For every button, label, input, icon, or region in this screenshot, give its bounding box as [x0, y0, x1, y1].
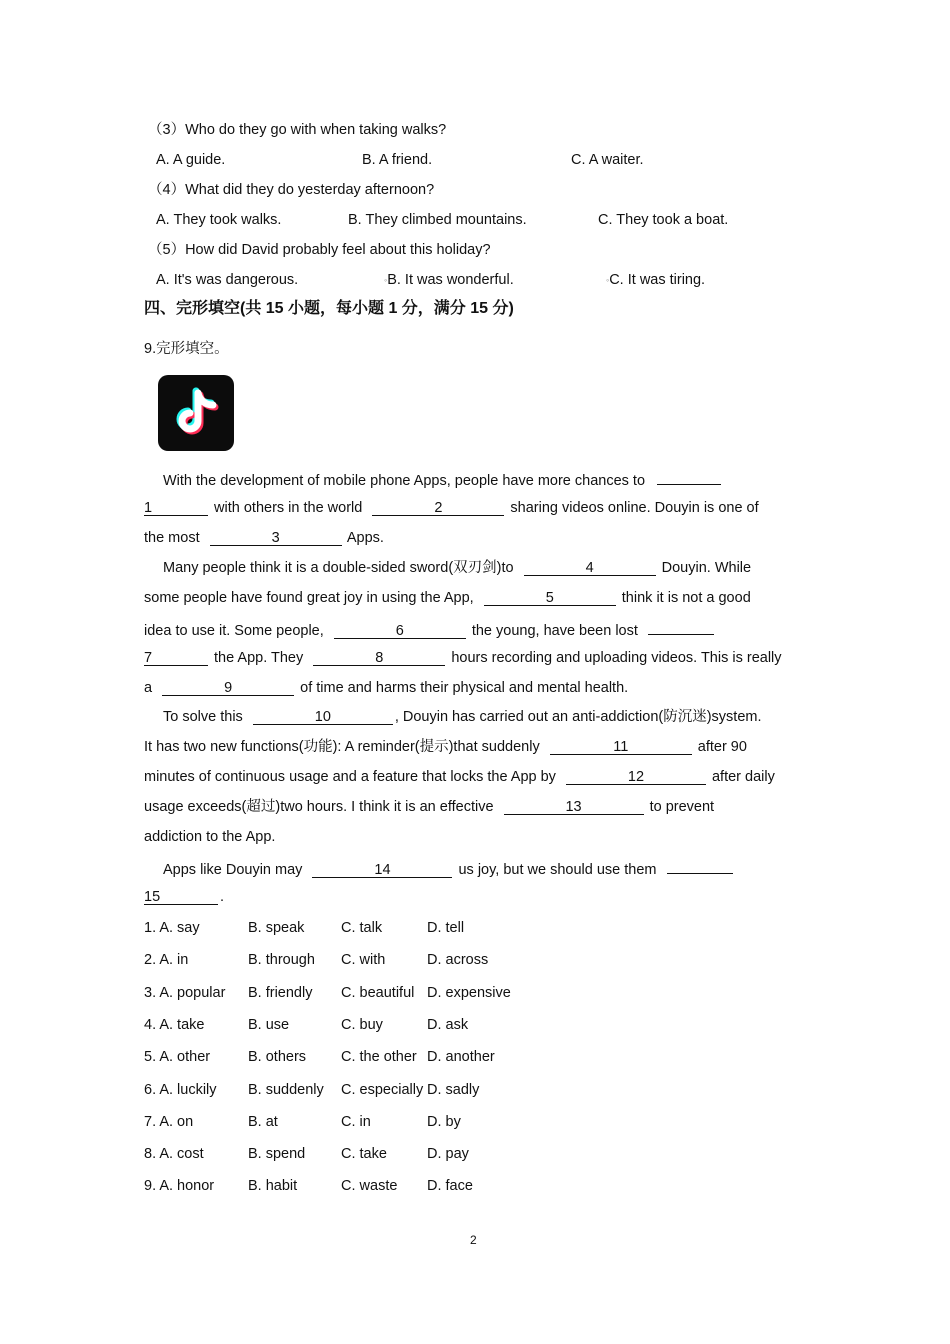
- passage-line-12: [144, 797, 714, 817]
- passage-text: usage exceeds(超过)two hours. I think it is an effective: [144, 799, 494, 815]
- passage-line-15: [144, 887, 224, 907]
- blank-14[interactable]: 14: [312, 861, 452, 878]
- passage-text: Apps.: [346, 530, 384, 546]
- item-title: 9.完形填空。: [144, 341, 229, 357]
- q5-option-b-text: B. It was wonderful.: [387, 272, 514, 288]
- blank-10[interactable]: 10: [253, 708, 393, 725]
- option-4-c[interactable]: C. buy: [341, 1016, 383, 1033]
- passage-line-8: [144, 678, 628, 698]
- passage-text: Douyin. While: [661, 560, 752, 576]
- question-3: （3）Who do they go with when taking walks?: [148, 122, 447, 138]
- passage-text: sharing videos online. Douyin is one of: [510, 500, 759, 516]
- option-1-d[interactable]: D. tell: [427, 920, 465, 936]
- option-7-d[interactable]: D. by: [427, 1113, 461, 1130]
- option-7-c[interactable]: C. in: [341, 1113, 371, 1130]
- passage-text: after daily: [711, 769, 775, 785]
- page-number: 2: [470, 1233, 477, 1247]
- option-8-d[interactable]: D. pay: [427, 1146, 469, 1163]
- blank-2[interactable]: 2: [372, 499, 504, 516]
- option-8-b[interactable]: B. spend: [248, 1146, 306, 1163]
- passage-line-4: [163, 558, 751, 578]
- option-3-d[interactable]: D. expensive: [427, 984, 511, 1001]
- blank-5[interactable]: 5: [484, 589, 616, 606]
- passage-line-10: [144, 737, 747, 757]
- option-8-c[interactable]: C. take: [341, 1146, 387, 1163]
- blank-3[interactable]: 3: [210, 529, 342, 546]
- passage-text: the young, have been lost: [471, 623, 638, 639]
- passage-text: minutes of continuous usage and a feature that locks the App by: [144, 769, 556, 785]
- blank-7[interactable]: 7: [144, 649, 208, 666]
- passage-text: the App. They: [214, 650, 304, 666]
- q4-option-b: B. They climbed mountains.: [348, 212, 527, 228]
- option-3-a[interactable]: 3. A. popular: [144, 984, 226, 1001]
- option-2-c[interactable]: C. with: [341, 952, 386, 969]
- q3-option-a: A. A guide.: [156, 152, 226, 168]
- passage-line-3: [144, 528, 384, 548]
- q5-option-c-text: C. It was tiring.: [609, 272, 706, 288]
- passage-text: Apps like Douyin may: [163, 862, 303, 878]
- passage-text: idea to use it. Some people,: [144, 623, 324, 639]
- option-8-a[interactable]: 8. A. cost: [144, 1146, 204, 1163]
- q3-option-b: B. A friend.: [362, 152, 433, 168]
- passage-line-2: [144, 498, 759, 518]
- blank-8[interactable]: 8: [313, 649, 445, 666]
- passage-text: With the development of mobile phone Apps, people have more chances to: [163, 473, 646, 489]
- passage-text: some people have found great joy in using the App,: [144, 590, 474, 606]
- option-6-c[interactable]: C. especially: [341, 1081, 424, 1098]
- passage-line-1: [163, 468, 723, 491]
- option-3-c[interactable]: C. beautiful: [341, 984, 415, 1001]
- passage-line-5: [144, 588, 751, 608]
- q5-option-b: ◦B. It was wonderful.: [384, 272, 514, 288]
- passage-text: after 90: [697, 739, 747, 755]
- blank-1[interactable]: 1: [144, 499, 208, 516]
- option-9-b[interactable]: B. habit: [248, 1178, 298, 1195]
- blank-15-start: [667, 857, 733, 874]
- passage-text: think it is not a good: [621, 590, 751, 606]
- passage-text: , Douyin has carried out an anti-addiction(防沉迷)system.: [394, 709, 762, 725]
- blank-11[interactable]: 11: [550, 738, 692, 755]
- option-2-d[interactable]: D. across: [427, 952, 489, 969]
- question-5: （5）How did David probably feel about this holiday?: [148, 242, 491, 258]
- passage-line-7: [144, 648, 782, 668]
- option-6-b[interactable]: B. suddenly: [248, 1081, 324, 1098]
- option-5-d[interactable]: D. another: [427, 1049, 495, 1066]
- passage-text: To solve this: [163, 709, 243, 725]
- passage-line-14: [163, 857, 735, 880]
- option-1-a[interactable]: 1. A. say: [144, 920, 200, 936]
- option-5-b[interactable]: B. others: [248, 1049, 307, 1066]
- blank-6[interactable]: 6: [334, 622, 466, 639]
- option-4-d[interactable]: D. ask: [427, 1016, 469, 1033]
- passage-text: Many people think it is a double-sided sword(双刃剑)to: [163, 560, 514, 576]
- passage-text: the most: [144, 530, 200, 546]
- section-heading: 四、完形填空(共 15 小题，每小题 1 分，满分 15 分): [144, 300, 514, 317]
- option-4-b[interactable]: B. use: [248, 1016, 290, 1033]
- passage-text: of time and harms their physical and mental health.: [300, 680, 629, 696]
- blank-12[interactable]: 12: [566, 768, 706, 785]
- option-9-a[interactable]: 9. A. honor: [144, 1178, 215, 1195]
- blank-9[interactable]: 9: [162, 679, 294, 696]
- option-3-b[interactable]: B. friendly: [248, 984, 313, 1001]
- q4-option-a: A. They took walks.: [156, 212, 282, 228]
- q5-option-a: A. It's was dangerous.: [156, 272, 299, 288]
- option-5-c[interactable]: C. the other: [341, 1049, 417, 1066]
- passage-text: a: [144, 680, 153, 696]
- option-9-c[interactable]: C. waste: [341, 1178, 398, 1195]
- q5-option-c: ◦C. It was tiring.: [606, 272, 706, 288]
- option-7-b[interactable]: B. at: [248, 1113, 278, 1130]
- option-9-d[interactable]: D. face: [427, 1178, 473, 1195]
- option-6-d[interactable]: D. sadly: [427, 1081, 480, 1098]
- option-2-b[interactable]: B. through: [248, 952, 315, 969]
- passage-text: .: [220, 889, 225, 905]
- option-1-b[interactable]: B. speak: [248, 920, 305, 936]
- option-7-a[interactable]: 7. A. on: [144, 1113, 194, 1130]
- blank-1-start: [657, 468, 721, 485]
- option-6-a[interactable]: 6. A. luckily: [144, 1081, 217, 1098]
- blank-13[interactable]: 13: [504, 798, 644, 815]
- blank-15[interactable]: 15: [144, 888, 218, 905]
- passage-text: us joy, but we should use them: [458, 862, 657, 878]
- q4-option-c: C. They took a boat.: [598, 212, 729, 228]
- blank-4[interactable]: 4: [524, 559, 656, 576]
- tiktok-icon: [158, 375, 234, 451]
- passage-line-9: [163, 707, 762, 727]
- question-4: （4）What did they do yesterday afternoon?: [148, 182, 435, 198]
- passage-text: It has two new functions(功能): A reminder(提示)that suddenly: [144, 739, 540, 755]
- passage-text: with others in the world: [214, 500, 363, 516]
- passage-text: hours recording and uploading videos. This is really: [451, 650, 782, 666]
- option-4-a[interactable]: 4. A. take: [144, 1016, 205, 1033]
- passage-line-6: [144, 618, 716, 641]
- passage-line-13: addiction to the App.: [144, 829, 276, 845]
- option-1-c[interactable]: C. talk: [341, 920, 383, 936]
- blank-7-start: [648, 618, 714, 635]
- passage-text: to prevent: [649, 799, 715, 815]
- q3-option-c: C. A waiter.: [571, 152, 644, 168]
- option-5-a[interactable]: 5. A. other: [144, 1049, 211, 1066]
- passage-line-11: [144, 767, 775, 787]
- option-2-a[interactable]: 2. A. in: [144, 952, 189, 969]
